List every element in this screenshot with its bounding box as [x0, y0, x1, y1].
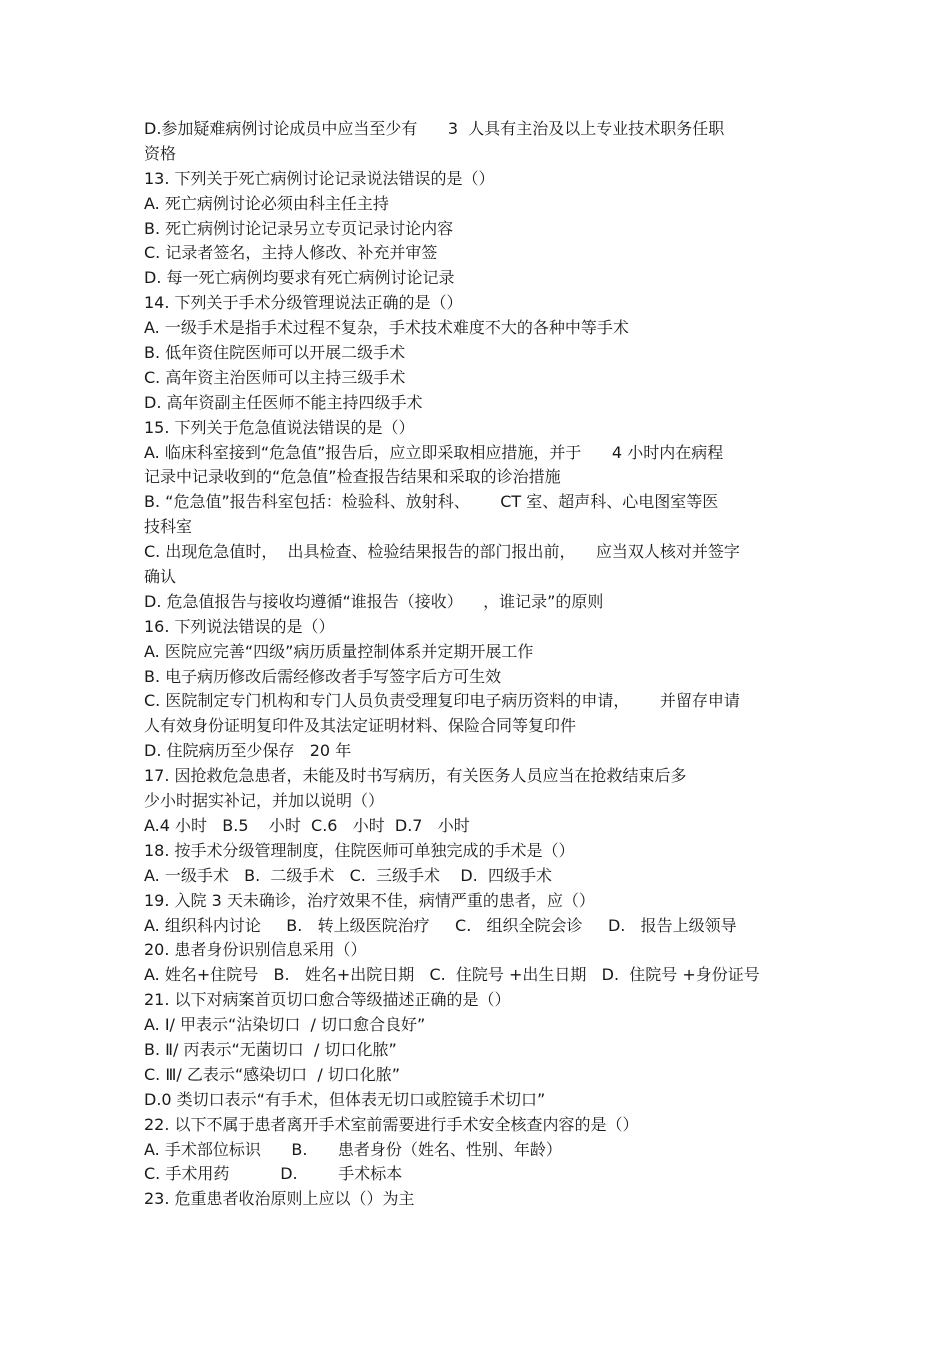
text-line: A.4 小时 B.5 小时 C.6 小时 D.7 小时	[144, 815, 470, 835]
text-line: C. Ⅲ/ 乙表示“感染切口 / 切口化脓”	[144, 1064, 401, 1084]
text-line: 17. 因抢救危急患者，未能及时书写病历，有关医务人员应当在抢救结束后多	[144, 766, 687, 786]
text-line: 19. 入院 3 天未确诊，治疗效果不佳，病情严重的患者，应（）	[144, 890, 595, 910]
document-text	[144, 117, 814, 1212]
text-line: B. 死亡病例讨论记录另立专页记录讨论内容	[144, 218, 454, 238]
text-line: 23. 危重患者收治原则上应以（）为主	[144, 1189, 415, 1209]
text-line: 技科室	[144, 517, 193, 537]
text-line: D. 每一死亡病例均要求有死亡病例讨论记录	[144, 268, 455, 288]
text-line: C. 医院制定专门机构和专门人员负责受理复印电子病历资料的申请， 并留存申请	[144, 691, 740, 711]
text-line: B. “危急值”报告科室包括：检验科、放射科、 CT 室、超声科、心电图室等医	[144, 492, 719, 512]
text-line: D.参加疑难病例讨论成员中应当至少有 3 人具有主治及以上专业技术职务任职	[144, 119, 725, 138]
text-line: A. 一级手术是指手术过程不复杂，手术技术难度不大的各种中等手术	[144, 318, 629, 338]
text-line: C. 出现危急值时， 出具检查、检验结果报告的部门报出前， 应当双人核对并签字	[144, 542, 740, 562]
text-line: 22. 以下不属于患者离开手术室前需要进行手术安全核查内容的是（）	[144, 1114, 639, 1134]
text-line: A. 组织科内讨论 B. 转上级医院治疗 C. 组织全院会诊 D. 报告上级领导	[144, 915, 737, 935]
text-line: C. 高年资主治医师可以主持三级手术	[144, 367, 406, 387]
text-line: 资格	[144, 143, 177, 163]
text-line: 16. 下列说法错误的是（）	[144, 616, 335, 636]
text-line: D. 危急值报告与接收均遵循“谁报告（接收） ，谁记录”的原则	[144, 591, 604, 611]
text-line: 21. 以下对病案首页切口愈合等级描述正确的是（）	[144, 990, 511, 1010]
text-line: 确认	[144, 567, 177, 587]
text-line: A. 临床科室接到“危急值”报告后，应立即采取相应措施，并于 4 小时内在病程	[144, 442, 724, 462]
text-line: D. 住院病历至少保存 20 年	[144, 741, 352, 761]
text-line: 人有效身份证明复印件及其法定证明材料、保险合同等复印件	[144, 716, 577, 736]
text-line: 记录中记录收到的“危急值”检查报告结果和采取的诊治措施	[144, 467, 561, 487]
text-line: A. 手术部位标识 B. 患者身份（姓名、性别、年龄）	[144, 1139, 562, 1159]
text-line: 13. 下列关于死亡病例讨论记录说法错误的是（）	[144, 168, 495, 188]
text-line: D.0 类切口表示“有手术，但体表无切口或腔镜手术切口”	[144, 1089, 546, 1109]
text-line: A. 医院应完善“四级”病历质量控制体系并定期开展工作	[144, 641, 534, 661]
text-line: B. 电子病历修改后需经修改者手写签字后方可生效	[144, 666, 502, 686]
text-line: A. Ⅰ/ 甲表示“沾染切口 / 切口愈合良好”	[144, 1015, 426, 1035]
text-line: A. 姓名+住院号 B. 姓名+出院日期 C. 住院号 +出生日期 D. 住院号 +身份证号	[144, 965, 760, 985]
text-line: A. 一级手术 B. 二级手术 C. 三级手术 D. 四级手术	[144, 865, 552, 885]
text-line: 18. 按手术分级管理制度，住院医师可单独完成的手术是（）	[144, 840, 575, 860]
text-line: C. 记录者签名，主持人修改、补充并审签	[144, 243, 438, 263]
text-line: B. Ⅱ/ 丙表示“无菌切口 / 切口化脓”	[144, 1039, 397, 1059]
text-line: D. 高年资副主任医师不能主持四级手术	[144, 392, 423, 412]
text-line: 少小时据实补记，并加以说明（）	[144, 791, 385, 811]
text-line: A. 死亡病例讨论必须由科主任主持	[144, 193, 389, 213]
text-line: 15. 下列关于危急值说法错误的是（）	[144, 417, 415, 437]
text-line: C. 手术用药 D. 手术标本	[144, 1164, 403, 1184]
text-line: B. 低年资住院医师可以开展二级手术	[144, 343, 406, 363]
text-line: 20. 患者身份识别信息采用（）	[144, 940, 367, 960]
text-line: 14. 下列关于手术分级管理说法正确的是（）	[144, 293, 463, 313]
